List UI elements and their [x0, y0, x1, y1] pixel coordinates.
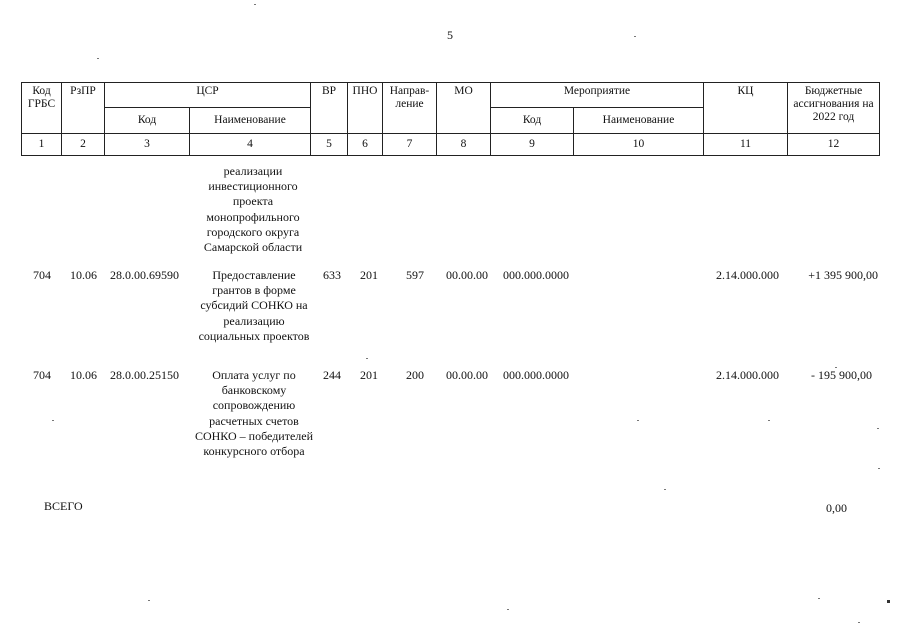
scan-speck — [835, 367, 837, 368]
col-csr: ЦСР — [105, 83, 311, 108]
col-rzpr: РзПР — [62, 83, 105, 134]
col-num: 1 — [22, 134, 62, 156]
cell-grbs: 704 — [33, 268, 51, 282]
cell-amount: +1 395 900,00 — [808, 268, 878, 282]
col-csr-kod: Код — [105, 108, 190, 134]
col-mo: МО — [437, 83, 491, 134]
cell-rzpr: 10.06 — [70, 268, 97, 282]
col-num: 5 — [311, 134, 348, 156]
col-vr: ВР — [311, 83, 348, 134]
cell-amount: - 195 900,00 — [811, 368, 872, 382]
scan-speck — [52, 420, 54, 421]
col-num: 8 — [437, 134, 491, 156]
cell-napr: 597 — [406, 268, 424, 282]
scan-speck — [664, 489, 666, 490]
cell-vr: 244 — [323, 368, 341, 382]
col-kc: КЦ — [704, 83, 788, 134]
col-num: 7 — [383, 134, 437, 156]
col-num: 3 — [105, 134, 190, 156]
budget-table-header — [21, 82, 880, 156]
scan-speck — [818, 598, 820, 599]
col-mer-name: Наименование — [574, 108, 704, 134]
scan-speck — [878, 468, 880, 469]
cell-mer-kod: 000.000.0000 — [503, 368, 569, 382]
scan-speck — [858, 622, 860, 623]
col-num: 9 — [491, 134, 574, 156]
scan-speck — [768, 420, 770, 421]
col-csr-name: Наименование — [190, 108, 311, 134]
cell-rzpr: 10.06 — [70, 368, 97, 382]
col-num: 12 — [788, 134, 880, 156]
cell-pno: 201 — [360, 368, 378, 382]
col-num: 4 — [190, 134, 311, 156]
scan-speck — [148, 600, 150, 601]
cell-napr: 200 — [406, 368, 424, 382]
cell-vr: 633 — [323, 268, 341, 282]
total-value: 0,00 — [826, 501, 847, 515]
cell-kc: 2.14.000.000 — [716, 368, 779, 382]
scan-speck — [887, 600, 890, 603]
cell-kc: 2.14.000.000 — [716, 268, 779, 282]
cell-name: Предоставление грантов в форме субсидий СОНКО на реализацию социальных проектов — [198, 268, 310, 343]
col-num: 6 — [348, 134, 383, 156]
scan-speck — [877, 428, 879, 429]
scan-speck — [634, 36, 636, 37]
scan-speck — [366, 358, 368, 359]
col-num: 10 — [574, 134, 704, 156]
cell-csr: 28.0.00.69590 — [110, 268, 179, 282]
col-mer-kod: Код — [491, 108, 574, 134]
scan-speck — [254, 4, 256, 5]
col-meropriyatie: Мероприятие — [491, 83, 704, 108]
cell-mer-kod: 000.000.0000 — [503, 268, 569, 282]
page-number: 5 — [447, 28, 453, 42]
col-kod-grbs: Код ГРБС — [22, 83, 62, 134]
cell-name: Оплата услуг по банковскому сопровождению расчетных счетов СОНКО – победителей конкурсного отбора — [194, 368, 314, 459]
cell-pno: 201 — [360, 268, 378, 282]
col-num: 2 — [62, 134, 105, 156]
col-pno: ПНО — [348, 83, 383, 134]
scan-speck — [637, 420, 639, 421]
cell-mo: 00.00.00 — [446, 368, 488, 382]
cell-grbs: 704 — [33, 368, 51, 382]
col-budget: Бюджетные ассигнования на 2022 год — [788, 83, 880, 134]
cell-mo: 00.00.00 — [446, 268, 488, 282]
col-num: 11 — [704, 134, 788, 156]
cell-csr: 28.0.00.25150 — [110, 368, 179, 382]
col-napravlenie: Направ-ление — [383, 83, 437, 134]
scan-speck — [97, 58, 99, 59]
scan-speck — [507, 609, 509, 610]
total-label: ВСЕГО — [44, 499, 83, 513]
continuation-text: реализации инвестиционного проекта монопрофильного городского округа Самарской области — [203, 164, 303, 255]
